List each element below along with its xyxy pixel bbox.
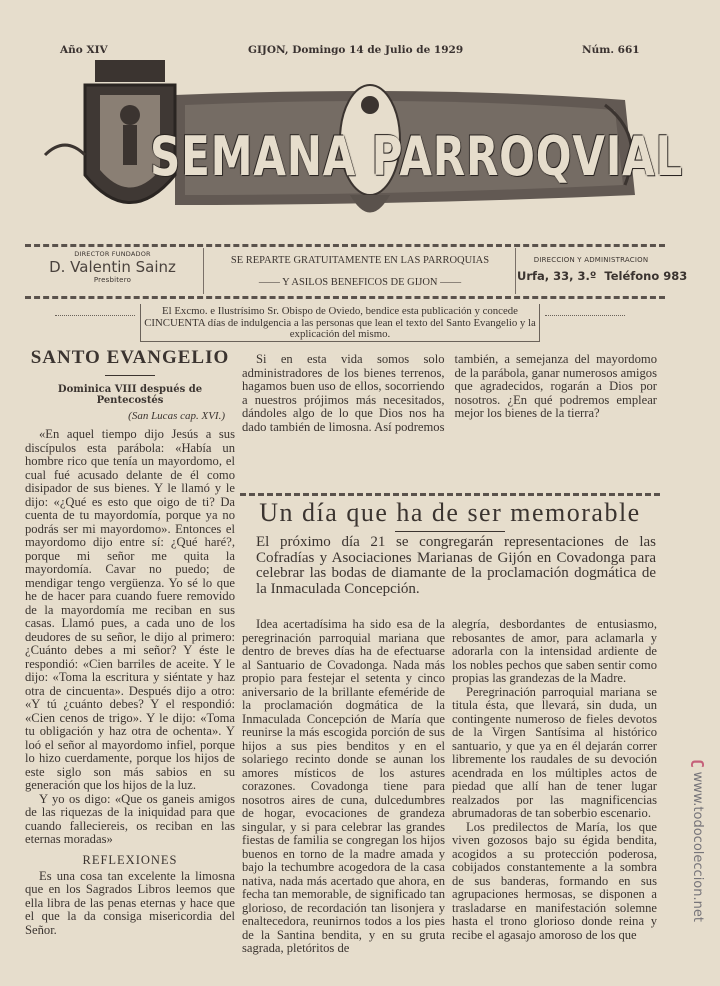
director-label: DIRECTOR FUNDADOR (74, 250, 151, 258)
gospel-citation: (San Lucas cap. XVI.) (128, 410, 225, 422)
article-column-2 (452, 618, 657, 942)
reflection-paragraph: Si en esta vida somos solo administradores de los bienes terrenos, hagamos buen uso de ellos, socorriendo a nuestros prójimos más necesitados, dándoles algo de lo que Dios nos ha dado también de limosna. Así podremos también, a semejanza del mayordomo de la parábola, ganar numerosos amigos que agradecidos, rogarán a Dios por nosotros. ¿En qué podremos emplear mejor los bienes de la tierra? (242, 352, 657, 434)
article-column-1 (242, 618, 445, 956)
director-role: Presbitero (93, 276, 132, 284)
address: Urfa, 33, 3.º (517, 269, 597, 283)
ornament-line (55, 315, 135, 316)
masthead (25, 55, 684, 240)
gospel-paragraph: Y yo os digo: «Que os ganeis amigos de las riquezas de la iniquidad para que cuando falleciereis, os reciban en las eternas moradas» (25, 791, 235, 846)
reflections-title: REFLEXIONES (82, 852, 178, 867)
dateline: GIJON, Domingo 14 de Julio de 1929 (248, 44, 464, 56)
watermark-text: www.todocoleccion.net (690, 771, 705, 922)
article-headline: Un día que ha de ser memorable (259, 498, 641, 527)
watermark (690, 760, 705, 922)
admin-label: DIRECCION Y ADMINISTRACION (533, 256, 649, 264)
gospel-paragraph: «En aquel tiempo dijo Jesús a sus discípulos esta parábola: «Había un hombre rico que tenía un mayordomo, el cual fué acusado delante de él como disipador de sus bienes. Y le llamó y le dijo: «¿Qué es esto que oigo de ti? Da cuenta de tu mayordomía, porque ya no podrás ser mi mayordomo». Entonces el mayordomo dijo entre sí: ¿Qué haré?, porque mi señor me quita la mayordomía. Cavar no puedo; de mendigar tengo vergüenza. Yo sé lo que he de hacer para cuando fuere removido de la mayordomía me reciban en sus casas. Llamó pues, a cada uno de los deudores de su señor, le dijo al primero: ¿Cuánto debes a mi señor? Y éste le respondió: «Cien barriles de aceite. Y le dijo: «Toma la escritura y siéntate y haz otra de cincuenta». Después dijo a otro: «Y tú ¿cuánto debes? Y el respondió: «Cien cenos de trigo». Y le dijo: «Toma tu obligación y haz otra de ochenta». Y loó el señor al mayordomo infiel, porque lo hizo cuerdamente, porque los hijos de este siglo son más sabios en su generación que los hijos de la luz. (25, 427, 235, 792)
divider (240, 493, 660, 496)
distribution-block (205, 250, 515, 292)
director-block (25, 250, 200, 292)
year-label: Año XIV (60, 44, 108, 56)
article-paragraph: alegría, desbordantes de entusiasmo, rebosantes de amor, para aclamarla y adorarla con la intensidad ardiente de los nobles pechos que saben sentir como propias las grandezas de la Madre. (452, 617, 657, 685)
admin-block (517, 250, 688, 292)
gospel-section (25, 347, 235, 937)
reflections-continued (242, 353, 657, 434)
director-name: D. Valentin Sainz (49, 258, 176, 276)
bishop-notice: El Excmo. e Ilustrísimo Sr. Obispo de Oviedo, bendice esta publicación y concede CINCUENTA días de indulgencia a las personas que lean el texto del Santo Evangelio y la explicación del mismo. (140, 304, 540, 342)
distribution-line-2: —— Y ASILOS BENEFICOS DE GIJON —— (258, 277, 462, 288)
ornament-line (545, 315, 625, 316)
gospel-title: SANTO EVANGELIO (30, 347, 230, 368)
distribution-line-1: SE REPARTE GRATUITAMENTE EN LAS PARROQUIAS (230, 255, 490, 266)
issue-number: Núm. 661 (582, 44, 640, 56)
headline-rule (395, 531, 505, 532)
article-paragraph: Los predilectos de María, los que viven gozosos bajo su égida bendita, acogidos a su protección poderosa, cobijados constantemente a la sombra de sus banderas, formando en sus agrupaciones hermosas, se disponen a trasladarse en manifestación solemne hasta el trono glorioso donde reina y recibe el agasajo amoroso de los que (452, 819, 657, 942)
phone: Teléfono 983 (604, 269, 688, 283)
article-paragraph: Idea acertadísima ha sido esa de la peregrinación parroquial mariana que dentro de breves días ha de efectuarse al Santuario de Covadonga. Nada más propio para festejar el setenta y cinco aniversario de la brillante efeméride de la proclamación dogmática de la Inmaculada Concepción de María que reunirse la más escogida porción de sus hijos a sus pies benditos y en el solariego recinto donde se aunan los amores místicos de los astures corazones. Covadonga tiene para nosotros aires de cuna, dulcedumbres de hogar, evocaciones de grandeza singular, y si para celebrar las grandes fiestas de familia se congregan los hijos buenos en torno de la madre amada y bajo la techumbre acogedora de la casa nativa, nada más acertado que ahora, en fecha tan memorable, de significado tan glorioso, de recordación tan lisonjera y enaltecedora, reunirnos todos a los pies de la Santina bendita, y en su gruta sagrada, pletóritos de (242, 617, 445, 955)
article-paragraph: Peregrinación parroquial mariana se titula ésta, que llevará, sin duda, un contingente numeroso de fieles devotos de la Virgen Santísima al histórico santuario, y que ya en él dejarán correr libremente los raudales de su devoción acendrada en los múltiples actos de piedad que allí han de tener lugar realzados por las magnificencias abrumadoras de tan soberbio escenario. (452, 684, 657, 820)
admin-contact (517, 269, 688, 283)
info-bar (25, 244, 688, 299)
distribution-line-2-text: Y ASILOS BENEFICOS DE GIJON (282, 277, 438, 288)
gospel-subtitle: Dominica VIII después de Pentecostés (57, 384, 203, 406)
reflection-paragraph: Es una cosa tan excelente la limosna que en los Sagrados Libros leemos que ella libra de las penas eternas y hace que el que la da consiga misericordia del Señor. (25, 868, 235, 937)
masthead-title: SEMANA PARROQVIAL (150, 125, 684, 188)
watermark-logo-icon: ʗ (690, 760, 705, 768)
article-lead: El próximo día 21 se congregarán representaciones de las Cofradías y Asociaciones Marianas de Gijón en Covadonga para celebrar las bodas de diamante de la proclamación dogmática de la Inmaculada Concepción. (256, 534, 656, 597)
